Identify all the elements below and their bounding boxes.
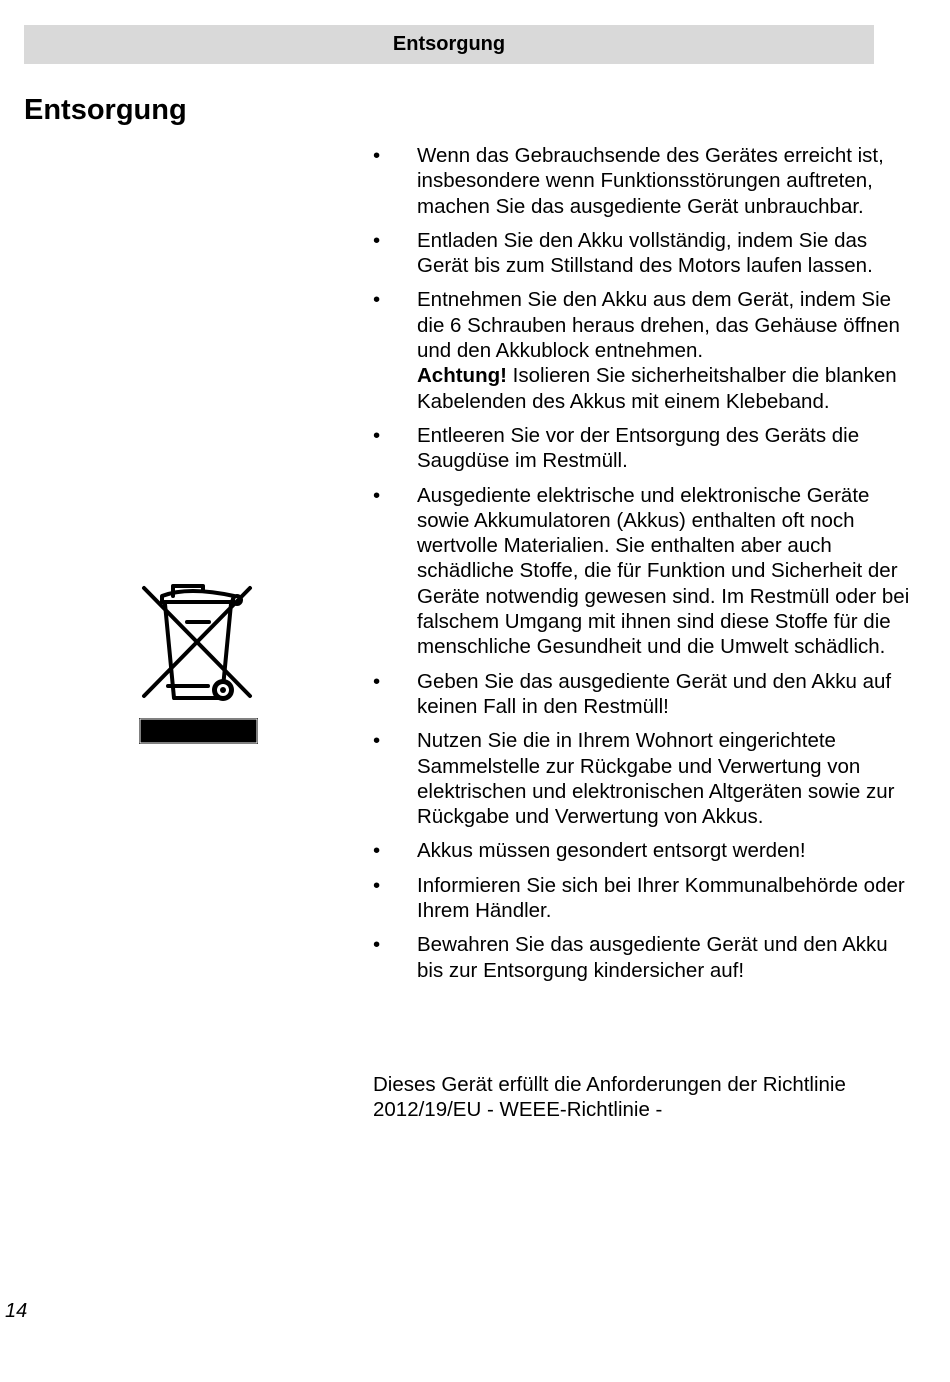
bullet-marker: • — [373, 288, 381, 312]
page-title: Entsorgung — [24, 94, 187, 126]
bullet-marker: • — [373, 839, 381, 863]
bullet-marker: • — [373, 483, 381, 507]
list-item — [373, 228, 913, 279]
list-item — [373, 669, 913, 720]
directive-notice-line1: Dieses Gerät erfüllt die Anforderungen der Richtlinie — [373, 1073, 846, 1096]
warning-label: Achtung! — [417, 364, 507, 388]
disposal-instructions-list — [373, 143, 913, 992]
bullet-marker: • — [373, 873, 381, 897]
list-item — [373, 838, 913, 863]
list-item-text: Akkus müssen gesondert entsorgt werden! — [417, 839, 806, 863]
warning-text: Isolieren Sie sicherheitshalber die blanken Kabelenden des Akkus mit einem Klebeband. — [417, 364, 897, 413]
list-item — [373, 483, 913, 660]
list-item — [373, 873, 913, 924]
section-header — [24, 25, 874, 64]
list-item-text: Ausgediente elektrische und elektronische Geräte sowie Akkumulatoren (Akkus) enthalten oft noch wertvolle Materialien. Sie enthalten aber auch schädliche Stoffe, die für Funktion und Sicherheit der Geräte notwendig gewesen sind. Im Restmüll oder bei falschem Umgang mit ihnen sind diese Stoffe für die menschliche Gesundheit und die Umwelt schädlich. — [417, 483, 910, 659]
bullet-marker: • — [373, 933, 381, 957]
crossed-out-wheelie-bin-icon — [138, 582, 260, 746]
bullet-marker: • — [373, 144, 381, 167]
bullet-marker: • — [373, 729, 381, 753]
list-item-text: Wenn das Gebrauchsende des Gerätes erreicht ist, insbesondere wenn Funktionsstörungen auftreten, machen Sie das ausgediente Gerät unbrauchbar. — [417, 144, 884, 218]
list-item-text: Entladen Sie den Akku vollständig, indem Sie das Gerät bis zum Stillstand des Motors laufen lassen. — [417, 228, 873, 278]
bullet-marker: • — [373, 228, 381, 252]
list-item-text: Entleeren Sie vor der Entsorgung des Geräts die Saugdüse im Restmüll. — [417, 423, 860, 473]
bullet-marker: • — [373, 669, 381, 693]
list-item — [373, 287, 913, 413]
page-number: 14 — [5, 1300, 28, 1322]
list-item — [373, 423, 913, 474]
directive-notice-line2: 2012/19/EU - WEEE-Richtlinie - — [373, 1098, 663, 1122]
bullet-marker: • — [373, 423, 381, 447]
list-item-text: Informieren Sie sich bei Ihrer Kommunalbehörde oder Ihrem Händler. — [417, 873, 905, 923]
directive-notice — [373, 1072, 913, 1123]
list-item — [373, 728, 913, 829]
list-item-text: Nutzen Sie die in Ihrem Wohnort eingerichtete Sammelstelle zur Rückgabe und Verwertung von elektrischen und elektronischen Altgeräten sowie zur Rückgabe und Verwertung von Akkus. — [417, 729, 895, 829]
section-header-title: Entsorgung — [392, 33, 506, 55]
list-item — [373, 932, 913, 983]
list-item-text: Entnehmen Sie den Akku aus dem Gerät, indem Sie die 6 Schrauben heraus drehen, das Gehäuse öffnen und den Akkublock entnehmen. — [417, 288, 900, 363]
list-item — [373, 143, 913, 219]
list-item-text: Bewahren Sie das ausgediente Gerät und den Akku bis zur Entsorgung kindersicher auf! — [417, 933, 888, 982]
list-item-text: Geben Sie das ausgediente Gerät und den Akku auf keinen Fall in den Restmüll! — [417, 669, 892, 718]
